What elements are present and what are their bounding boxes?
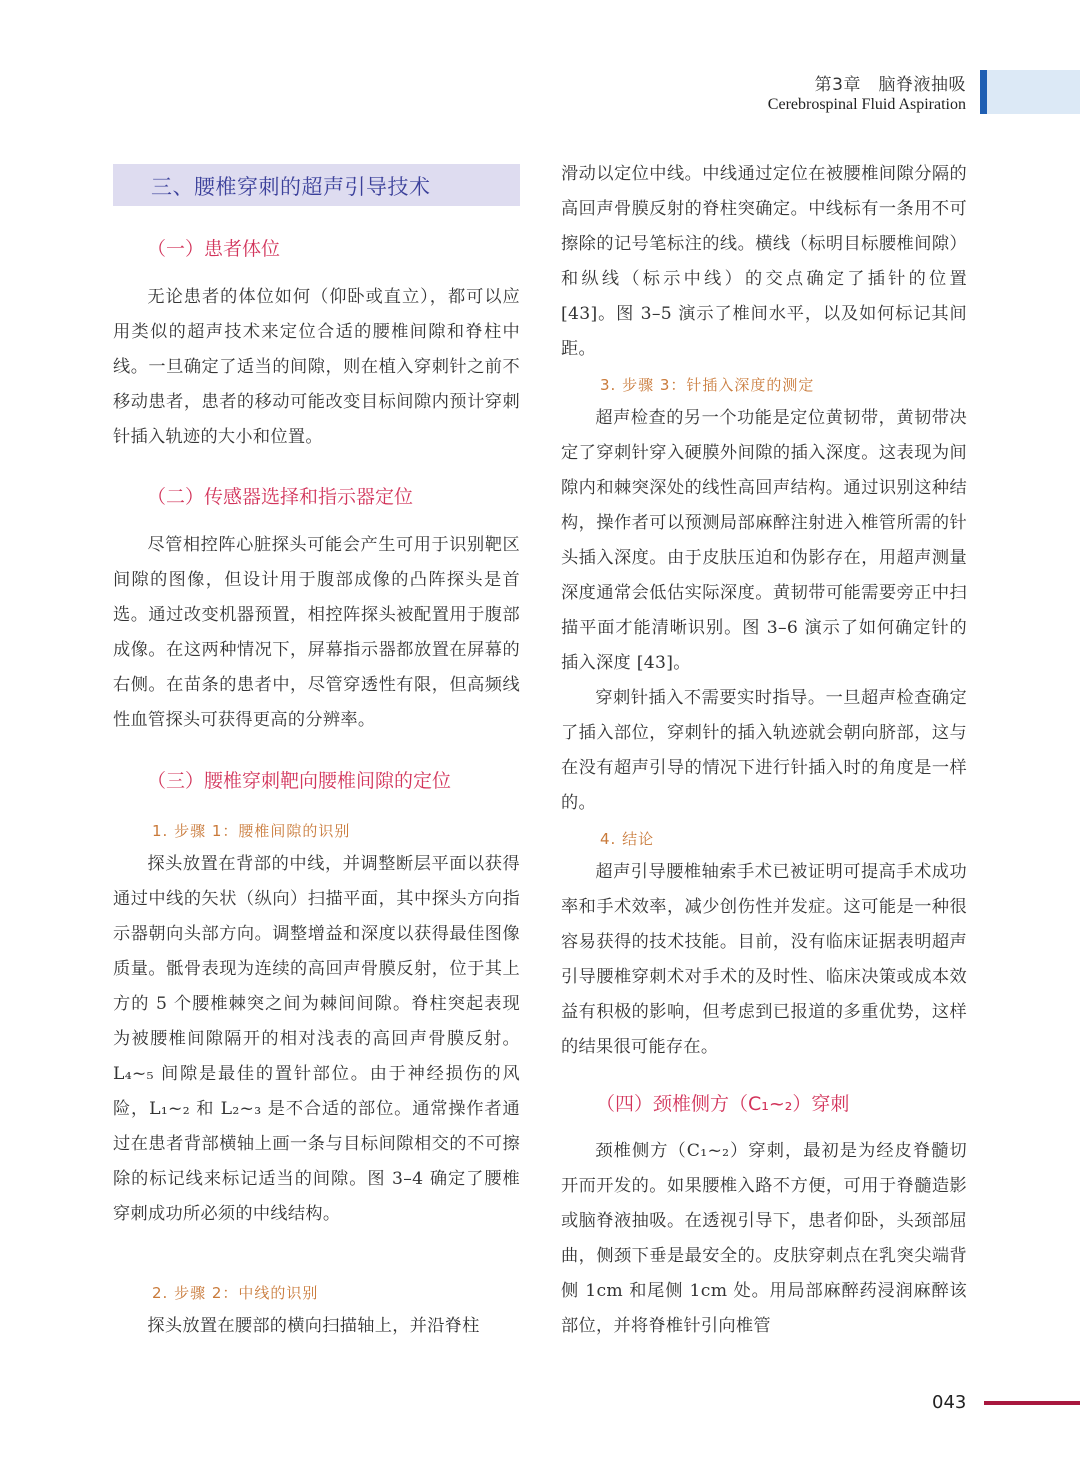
paragraph-midline-continued: 滑动以定位中线。中线通过定位在被腰椎间隙分隔的高回声骨膜反射的脊柱突确定。中线标有一条用不可擦除的记号笔标注的线。横线（标明目标腰椎间隙）和纵线（标示中线）的交点确定了插针的位置 [43]。图 3–5 演示了椎间水平，以及如何标记其间距。 <box>561 164 967 359</box>
step1-heading: 1. 步骤 1：腰椎间隙的识别 <box>152 822 351 840</box>
paragraph-step2: 探头放置在腰部的横向扫描轴上，并沿脊柱 <box>147 1316 480 1336</box>
step3-heading: 3. 步骤 3：针插入深度的测定 <box>600 376 815 394</box>
paragraph-probe-selection: 尽管相控阵心脏探头可能会产生可用于识别靶区间隙的图像，但设计用于腹部成像的凸阵探头是首选。通过改变机器预置，相控阵探头被配置用于腹部成像。在这两种情况下，屏幕指示器都放置在屏幕的右侧。在苗条的患者中，尽管穿透性有限，但高频线性血管探头可获得更高的分辨率。 <box>113 535 520 730</box>
conclusion-heading: 4. 结论 <box>600 830 655 848</box>
paragraph-patient-position: 无论患者的体位如何（仰卧或直立），都可以应用类似的超声技术来定位合适的腰椎间隙和脊柱中线。一旦确定了适当的间隙，则在植入穿刺针之前不移动患者，患者的移动可能改变目标间隙内预计穿刺针插入轨迹的大小和位置。 <box>113 287 520 447</box>
paragraph-conclusion: 超声引导腰椎轴索手术已被证明可提高手术成功率和手术效率，减少创伤性并发症。这可能是一种很容易获得的技术技能。目前，没有临床证据表明超声引导腰椎穿刺术对手术的及时性、临床决策或成本效益有积极的影响，但考虑到已报道的多重优势，这样的结果很可能存在。 <box>561 862 967 1057</box>
page-number: 043 <box>932 1392 967 1413</box>
chapter-title: 第3章 脑脊液抽吸 <box>814 75 966 95</box>
step2-heading: 2. 步骤 2：中线的识别 <box>152 1284 319 1302</box>
header-tab <box>987 70 1080 114</box>
header-accent-bar <box>980 70 987 114</box>
paragraph-step1: 探头放置在背部的中线，并调整断层平面以获得通过中线的矢状（纵向）扫描平面，其中探头方向指示器朝向头部方向。调整增益和深度以获得最佳图像质量。骶骨表现为连续的高回声骨膜反射，位于其上方的 5 个腰椎棘突之间为棘间间隙。脊柱突起表现为被腰椎间隙隔开的相对浅表的高回声骨膜反射。L₄~₅ 间隙是最佳的置针部位。由于神经损伤的风险，L₁~₂ 和 L₂~₃ 是不合适的部位。通常操作者通过在患者背部横轴上画一条与目标间隙相交的不可擦除的标记线来标记适当的间隙。图 3–4 确定了腰椎穿刺成功所必须的中线结构。 <box>113 854 520 1224</box>
paragraph-step3: 超声检查的另一个功能是定位黄韧带，黄韧带决定了穿刺针穿入硬膜外间隙的插入深度。这表现为间隙内和棘突深处的线性高回声结构。通过识别这种结构，操作者可以预测局部麻醉注射进入椎管所需的针头插入深度。由于皮肤压迫和伪影存在，用超声测量深度通常会低估实际深度。黄韧带可能需要旁正中扫描平面才能清晰识别。图 3–6 演示了如何确定针的插入深度 [43]。 <box>561 408 967 673</box>
paragraph-needle-guidance: 穿刺针插入不需要实时指导。一旦超声检查确定了插入部位，穿刺针的插入轨迹就会朝向脐部，这与在没有超声引导的情况下进行针插入时的角度是一样的。 <box>561 688 967 813</box>
paragraph-cervical-puncture: 颈椎侧方（C₁~₂）穿刺，最初是为经皮脊髓切开而开发的。如果腰椎入路不方便，可用于脊髓造影或脑脊液抽吸。在透视引导下，患者仰卧，头颈部屈曲，侧颈下垂是最安全的。皮肤穿刺点在乳突尖端背侧 1cm 和尾侧 1cm 处。用局部麻醉药浸润麻醉该部位，并将脊椎针引向椎管 <box>561 1141 967 1336</box>
heading-probe-selection: （二）传感器选择和指示器定位 <box>147 486 414 508</box>
heading-patient-position: （一）患者体位 <box>147 238 281 260</box>
chapter-title-english: Cerebrospinal Fluid Aspiration <box>767 96 966 113</box>
heading-cervical-puncture: （四）颈椎侧方（C₁~₂）穿刺 <box>596 1093 850 1115</box>
section-banner <box>113 164 520 206</box>
section-title: 三、腰椎穿刺的超声引导技术 <box>151 175 431 199</box>
footer-accent-bar <box>984 1401 1080 1405</box>
heading-target-interspace: （三）腰椎穿刺靶向腰椎间隙的定位 <box>147 770 452 792</box>
